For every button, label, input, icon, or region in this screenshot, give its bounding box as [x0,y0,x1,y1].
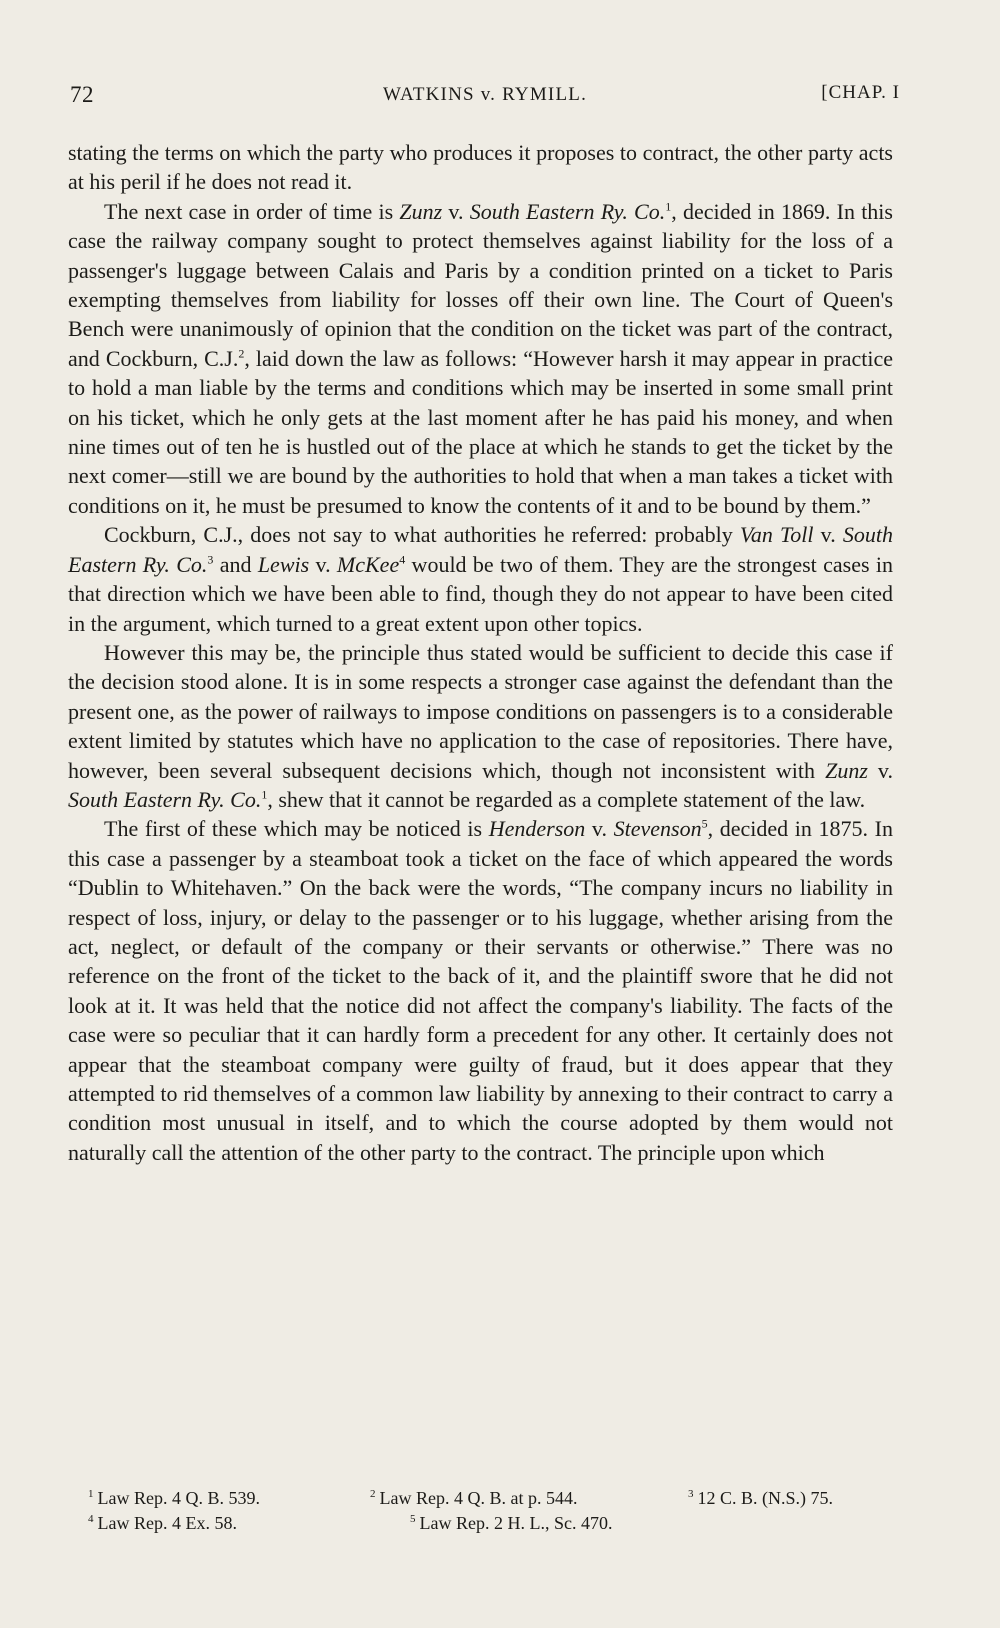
footnote-marker: 5 [410,1513,416,1525]
case-name: Zunz [825,757,868,783]
text-run: stating the terms on which the party who produces it proposes to contract, the other party acts at his peril if he does not read it. [68,140,893,195]
paragraph [68,814,893,1167]
footnote-text: Law Rep. 2 H. L., Sc. 470. [419,1513,613,1533]
text-run: , laid down the law as follows: “However harsh it may appear in practice to hold a man liable by the terms and conditions which may be inserted in some small print on his ticket, which he only gets at the last moment after he has paid his money, and when nine times out of ten he is hustled out of the place at which he stands to get the ticket by the next comer—still we are bound by the authorities to hold that when a man takes a ticket with conditions on it, he must be presumed to know the contents of it and to be bound by them.” [68,345,894,518]
footnote-reference: 2 [238,346,245,361]
footnote-marker: 3 [688,1488,694,1500]
footnote-row [88,1486,898,1511]
text-run: The next case in order of time is [104,198,400,224]
case-name: South Eastern Ry. Co. [68,522,894,577]
running-head [70,82,900,116]
case-name: Henderson [488,816,586,842]
paragraph [68,638,893,814]
footnote-reference: 1 [261,787,268,802]
case-name: McKee [336,551,400,577]
case-name: South Eastern Ry. Co. [469,198,666,224]
text-run: Cockburn, C.J., does not say to what authorities he referred: probably [104,522,740,548]
chapter-marker: [CHAP. I [821,82,900,103]
footnote-1 [88,1486,260,1511]
text-run: , decided in 1875. In this case a passenger by a steamboat took a ticket on the face of which appeared the words “Dublin to Whitehaven.” On the back were the words, “The company incurs no liability in respect of loss, injury, or delay to the passenger or to his luggage, whether arising from the act, neglect, or default of the company or their servants or otherwise.” There was no reference on the front of the ticket to the back of it, and the plaintiff swore that he did not look at it. It was held that the notice did not affect the company's liability. The facts of the case were so peculiar that it can hardly form a precedent for any other. It certainly does not appear that the steamboat company were guilty of fraud, but it does appear that they attempted to rid themselves of a common law liability by annexing to their contract to carry a condition most unusual in itself, and to which the course adopted by them would not naturally call the attention of the other party to the contract. The principle upon which [68,816,893,1165]
text-run: v. [585,816,614,842]
body-text [68,138,893,1167]
text-run: , decided in 1869. In this case the railway company sought to protect themselves against liability for the loss of a passenger's luggage between Calais and Paris by a condition printed on a ticket to Paris exempting themselves from liability for losses off their own line. The Court of Queen's Bench were unanimously of opinion that the condition on the ticket was part of the contract, and Cockburn, C.J. [68,198,893,371]
footnote-marker: 2 [370,1488,376,1500]
footnote-text: 12 C. B. (N.S.) 75. [697,1488,834,1508]
footnote-text: Law Rep. 4 Ex. 58. [97,1513,237,1533]
running-title: WATKINS v. RYMILL. [382,84,588,105]
text-run: The first of these which may be noticed is [104,816,489,842]
footnote-reference: 5 [701,817,708,832]
case-name: Stevenson [613,816,702,842]
footnote-text: Law Rep. 4 Q. B. 539. [97,1488,260,1508]
text-run: , shew that it cannot be regarded as a complete statement of the law. [267,786,866,812]
paragraph [68,197,893,520]
paragraph [68,520,893,638]
case-name: Zunz [399,198,443,224]
footnote-text: Law Rep. 4 Q. B. at p. 544. [379,1488,578,1508]
text-run: v. [813,522,843,548]
footnote-reference: 4 [399,552,406,567]
case-name: Lewis [257,551,310,577]
text-run: v. [309,551,337,577]
footnote-marker: 1 [88,1488,94,1500]
footnote-4 [88,1511,237,1536]
footnote-3 [688,1486,833,1511]
page-number: 72 [70,82,94,107]
footnote-2 [370,1486,577,1511]
footnote-5 [410,1511,612,1536]
case-name: South Eastern Ry. Co. [68,786,262,812]
footnotes [88,1486,898,1536]
case-name: Van Toll [739,522,814,548]
text-run: v. [442,198,470,224]
text-run: and [213,551,258,577]
footnote-row [88,1511,898,1536]
footnote-reference: 3 [207,552,214,567]
footnote-marker: 4 [88,1513,94,1525]
text-run: However this may be, the principle thus stated would be sufficient to decide this case if the decision stood alone. It is in some respects a stronger case against the defendant than the present one, as the power of railways to impose conditions on passengers is to a considerable extent limited by statutes which have no application to the case of repositories. There have, however, been several subsequent decisions which, though not inconsistent with [68,639,893,783]
text-run: v. [867,757,894,783]
footnote-reference: 1 [665,199,672,214]
paragraph [68,138,893,197]
text-run: would be two of them. They are the strongest cases in that direction which we have been able to find, though they do not appear to have been cited in the argument, which turned to a great extent upon other topics. [68,551,893,636]
